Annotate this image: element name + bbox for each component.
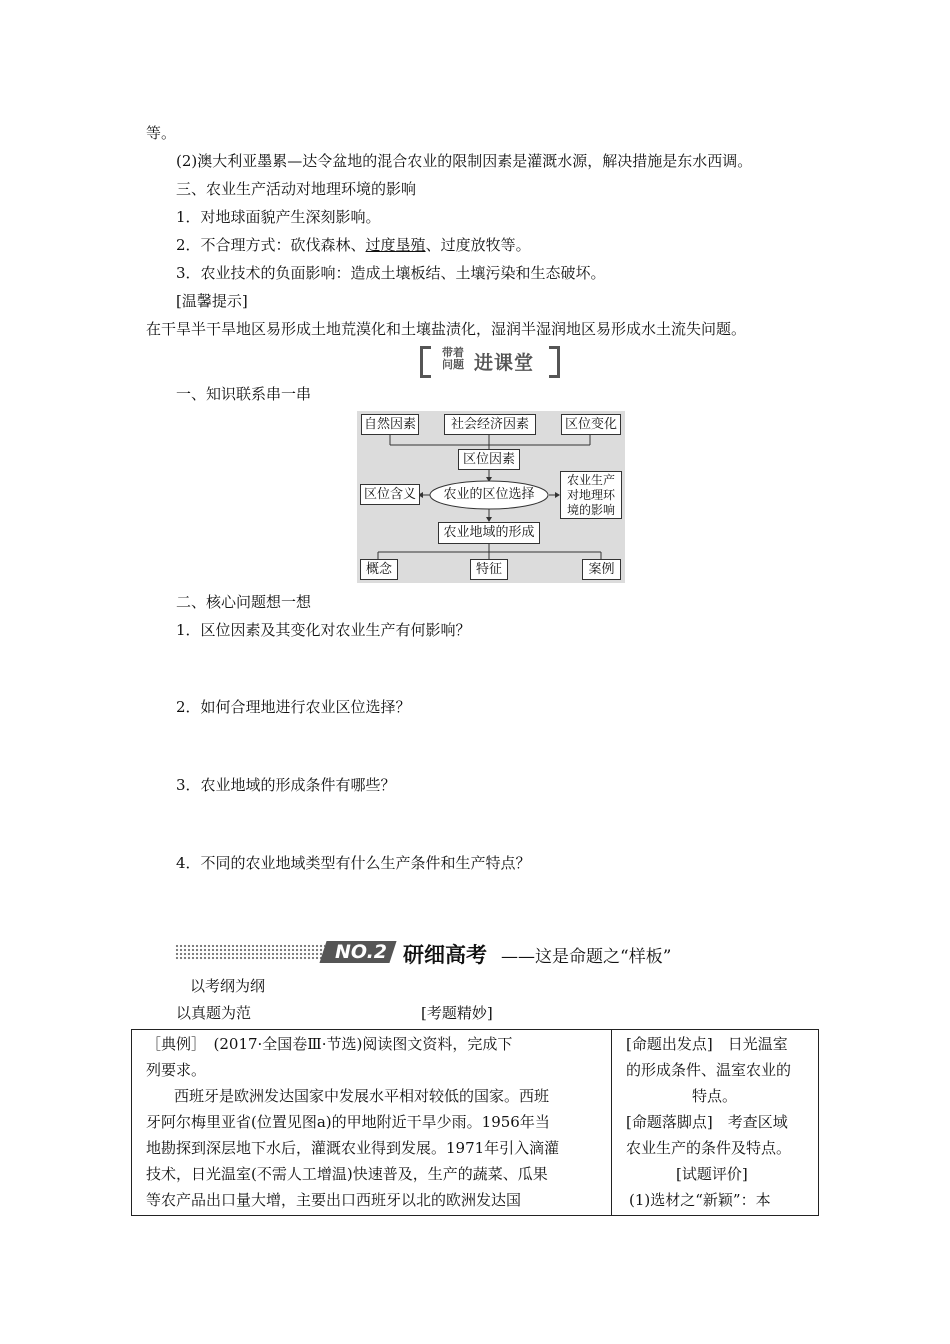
banner-small-top: 带着 (442, 346, 464, 359)
table-left-line-1: ［典例］ (2017·全国卷Ⅲ·节选)阅读图文资料，完成下 (146, 1035, 513, 1053)
table-right-line-6: [试题评价] (676, 1165, 748, 1183)
table-right-line-3: 特点。 (692, 1087, 738, 1105)
outline-line-1: 以考纲为纲 (190, 977, 266, 995)
banner-bracket-right (549, 346, 560, 378)
table-right-line-5: 农业生产的条件及特点。 (626, 1139, 792, 1157)
table-right-line-7: (1)选材之“新颖”：本 (629, 1191, 771, 1209)
example-table (131, 1029, 819, 1216)
text-line-5 (176, 235, 531, 255)
table-left-line-4: 牙阿尔梅里亚省(位置见图a)的甲地附近干旱少雨。1956年当 (146, 1113, 550, 1131)
underlined-term: 过度垦殖 (365, 236, 426, 254)
section-1-title: 一、知识联系串一串 (176, 385, 312, 403)
exam-label: [考题精妙] (421, 1004, 493, 1022)
box-region-formation: 农业地域的形成 (438, 522, 540, 544)
class-banner (420, 346, 560, 374)
box-socioeconomic-factors: 社会经济因素 (444, 414, 536, 435)
table-left-line-7: 等农产品出口量大增，主要出口西班牙以北的欧洲发达国 (146, 1191, 522, 1209)
table-left-line-3: 西班牙是欧洲发达国家中发展水平相对较低的国家。西班 (144, 1087, 550, 1105)
question-3: 3．农业地域的形成条件有哪些？ (176, 776, 396, 794)
tip-text: 在干旱半干旱地区易形成土地荒漠化和土壤盐渍化，湿润半湿润地区易形成水土流失问题。 (146, 320, 747, 338)
box-natural-factors: 自然因素 (361, 414, 419, 435)
section-heading-3: 三、农业生产活动对地理环境的影响 (176, 180, 417, 198)
text-line-4: 1．对地球面貌产生深刻影响。 (176, 208, 381, 226)
tip-label: [温馨提示] (176, 292, 248, 310)
box-concept: 概念 (360, 559, 398, 580)
box-environment-impact: 农业生产对地理环境的影响 (560, 471, 622, 519)
banner-bracket-left (420, 346, 431, 378)
table-right-line-4: [命题落脚点] 考查区域 (626, 1113, 788, 1131)
text-line-5-prefix: 2．不合理方式：砍伐森林、 (176, 236, 366, 254)
text-line-6: 3．农业技术的负面影响：造成土壤板结、土壤污染和生态破坏。 (176, 264, 606, 282)
section-no2-subtitle: ——这是命题之“样板” (501, 947, 672, 967)
box-feature: 特征 (470, 559, 508, 580)
box-location-change: 区位变化 (561, 414, 621, 435)
question-1: 1．区位因素及其变化对农业生产有何影响？ (176, 621, 471, 639)
question-2: 2．如何合理地进行农业区位选择？ (176, 698, 411, 716)
table-divider (611, 1030, 612, 1215)
banner-small-bottom: 问题 (442, 358, 464, 371)
table-right-line-1: [命题出发点] 日光温室 (626, 1035, 788, 1053)
concept-map (357, 411, 625, 583)
section-no2-header (175, 938, 755, 972)
text-line-2: (2)澳大利亚墨累—达令盆地的混合农业的限制因素是灌溉水源，解决措施是东水西调。 (176, 152, 753, 170)
table-left-line-2: 列要求。 (146, 1061, 207, 1079)
box-location-factors: 区位因素 (458, 449, 520, 470)
dotted-bar (175, 944, 325, 960)
banner-small-text (436, 347, 470, 371)
table-left-line-6: 技术，日光温室(不需人工增温)快速普及，生产的蔬菜、瓜果 (146, 1165, 548, 1183)
banner-big-text: 进课堂 (474, 352, 535, 374)
section-2-title: 二、核心问题想一想 (176, 593, 312, 611)
table-right-line-2: 的形成条件、温室农业的 (626, 1061, 792, 1079)
text-line-5-suffix: 、过度放牧等。 (425, 236, 531, 254)
center-label: 农业的区位选择 (443, 487, 535, 502)
table-left-line-5: 地勘探到深层地下水后，灌溉农业得到发展。1971年引入滴灌 (146, 1139, 560, 1157)
outline-line-2: 以真题为范 (176, 1004, 252, 1022)
text-line-1: 等。 (146, 124, 177, 142)
no2-badge: NO.2 (334, 941, 388, 963)
box-location-meaning: 区位含义 (360, 484, 420, 505)
section-no2-title: 研细高考 (403, 943, 487, 967)
box-case: 案例 (582, 559, 621, 580)
question-4: 4．不同的农业地域类型有什么生产条件和生产特点？ (176, 854, 531, 872)
